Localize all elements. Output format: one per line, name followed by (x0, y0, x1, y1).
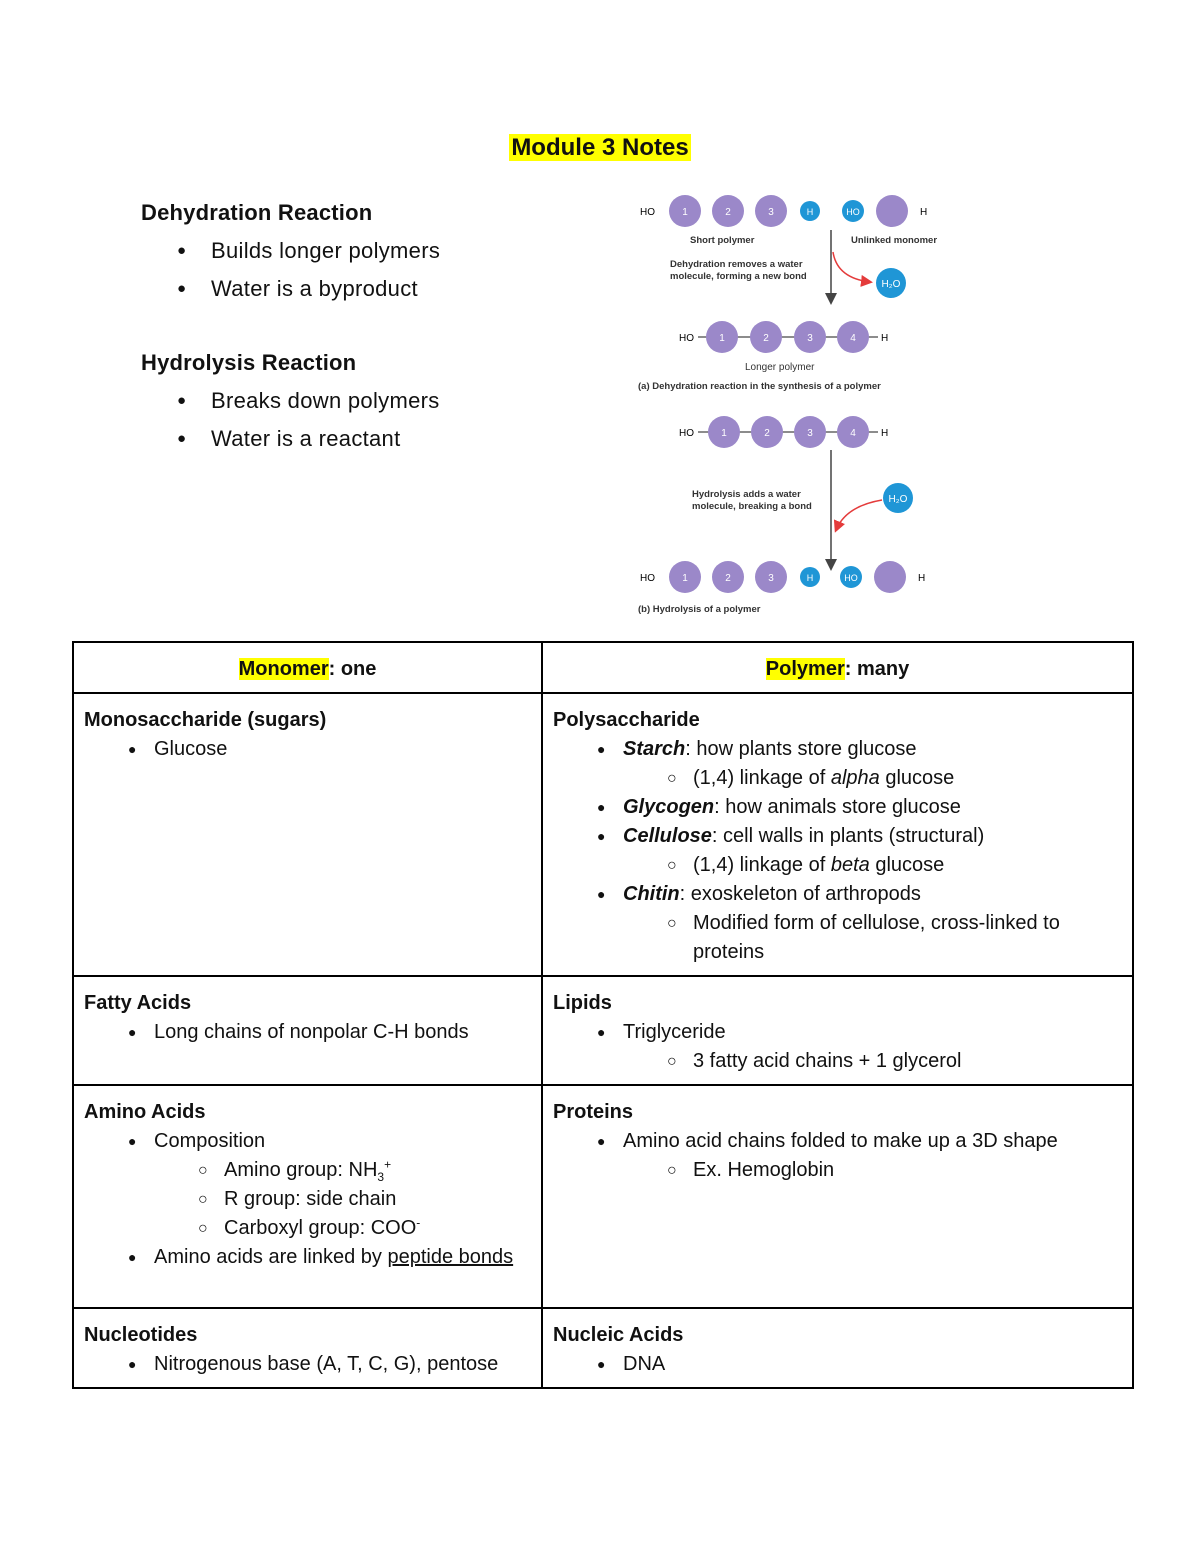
underlined-term: peptide bonds (387, 1246, 514, 1268)
monomer-number: 1 (682, 207, 688, 218)
cell-title: Monosaccharide (sugars) (84, 709, 327, 731)
list-item: ○ Modified form of cellulose, cross-linked to proteins (667, 909, 1122, 967)
term: Starch (623, 738, 686, 760)
monomer-number: 2 (725, 207, 731, 218)
monomer-number: 4 (850, 428, 856, 439)
ho-label: HO (846, 207, 860, 217)
monomer-number: 3 (807, 428, 813, 439)
monomer-number: 2 (764, 428, 770, 439)
list-item: ○ 3 fatty acid chains + 1 glycerol (667, 1047, 1122, 1076)
cell-title: Fatty Acids (84, 992, 192, 1014)
bullet-list (553, 1127, 1122, 1185)
definition: : how plants store glucose (685, 738, 917, 760)
list-item: ● Nitrogenous base (A, T, C, G), pentose (128, 1350, 531, 1379)
ho-label: HO (679, 428, 694, 439)
h-label: H (920, 207, 928, 218)
table-row (73, 693, 1133, 976)
dehydration-heading: Dehydration Reaction (141, 200, 373, 225)
page-title (0, 134, 1200, 162)
cell-title: Lipids (553, 992, 612, 1014)
ho-label: HO (640, 207, 655, 218)
caption-a: (a) Dehydration reaction in the synthesis of a polymer (638, 381, 881, 392)
monomer-number: 1 (719, 333, 725, 344)
text: Amino acid chains folded to make up a 3D shape (623, 1130, 1058, 1152)
monomer-number: 2 (763, 333, 769, 344)
list-item: ● DNA (597, 1350, 1122, 1379)
cell-title: Nucleotides (84, 1324, 198, 1346)
hydrolysis-note: Hydrolysis adds a water (692, 489, 801, 500)
list-item: ● Water is a reactant (177, 420, 561, 458)
bullet-list (84, 1127, 531, 1272)
list-item (597, 1018, 1122, 1076)
term: Cellulose (623, 825, 712, 847)
monomer-term: Monomer (238, 658, 329, 680)
table-cell (542, 1085, 1133, 1308)
list-item: ● Builds longer polymers (177, 232, 561, 270)
water-in-arrow (836, 500, 882, 530)
unlinked-monomer (876, 195, 908, 227)
monomer-number: 3 (807, 333, 813, 344)
text: alpha (830, 767, 880, 789)
list-item (128, 1127, 531, 1243)
water-label: H₂O (881, 279, 901, 290)
table-row (73, 1085, 1133, 1308)
table-cell (73, 693, 542, 976)
text: Carboxyl group: COO (224, 1217, 417, 1239)
cell-title: Proteins (553, 1101, 634, 1123)
list-item: ● Breaks down polymers (177, 382, 561, 420)
sub-list (623, 1047, 1122, 1076)
monomer-number: 1 (682, 573, 688, 584)
table-cell (542, 1308, 1133, 1388)
superscript: + (384, 1157, 392, 1172)
definition: : exoskeleton of arthropods (679, 883, 921, 905)
monomer-number: 4 (850, 333, 856, 344)
ho-label: HO (679, 333, 694, 344)
title-text: Module 3 Notes (511, 134, 689, 161)
list-item (667, 764, 1122, 793)
bullet-list (84, 1350, 531, 1379)
sub-list (623, 851, 1122, 880)
dehydration-list (177, 232, 561, 308)
h-label: H (806, 573, 814, 583)
text: Amino acids are linked by (154, 1246, 388, 1268)
table-cell (542, 693, 1133, 976)
monomer-number: 1 (721, 428, 727, 439)
superscript: - (416, 1215, 421, 1230)
list-item (597, 793, 1122, 822)
monomer-desc: : one (328, 658, 377, 680)
polymer-reaction-diagram (632, 190, 952, 630)
list-item (198, 1156, 531, 1185)
separated-monomer (874, 561, 906, 593)
definition: : how animals store glucose (714, 796, 961, 818)
table-row (73, 1308, 1133, 1388)
bullet-list (553, 1350, 1122, 1379)
cell-title: Nucleic Acids (553, 1324, 684, 1346)
h-label: H (881, 428, 889, 439)
reactions-section (141, 200, 561, 500)
text: (1,4) linkage of (693, 767, 831, 789)
list-item: ● Long chains of nonpolar C-H bonds (128, 1018, 531, 1047)
term: Chitin (623, 883, 680, 905)
definition: : cell walls in plants (structural) (711, 825, 985, 847)
list-item (597, 1127, 1122, 1185)
list-item: ○ Ex. Hemoglobin (667, 1156, 1122, 1185)
h-label: H (806, 207, 814, 217)
cell-title: Amino Acids (84, 1101, 206, 1123)
bullet-list (84, 735, 531, 764)
bullet-list (553, 1018, 1122, 1076)
h-label: H (918, 573, 926, 584)
text: Triglyceride (623, 1021, 726, 1043)
sub-list (623, 764, 1122, 793)
list-item: ● Water is a byproduct (177, 270, 561, 308)
table-cell (73, 1085, 542, 1308)
diagram-svg (632, 190, 952, 630)
polymer-desc: : many (844, 658, 910, 680)
dehydration-note: Dehydration removes a water (670, 259, 803, 270)
text: (1,4) linkage of (693, 854, 831, 876)
list-item: ● Glucose (128, 735, 531, 764)
short-polymer-label: Short polymer (690, 235, 755, 246)
subscript: 3 (377, 1170, 385, 1184)
caption-b: (b) Hydrolysis of a polymer (638, 604, 761, 615)
water-label: H₂O (888, 494, 908, 505)
term: Glycogen (623, 796, 715, 818)
table-cell (542, 976, 1133, 1085)
ho-label: HO (844, 573, 858, 583)
list-item (597, 735, 1122, 793)
list-item (198, 1214, 531, 1243)
monomer-number: 3 (768, 207, 774, 218)
polymer-header (542, 642, 1133, 693)
sub-list (154, 1156, 531, 1243)
unlinked-monomer-label: Unlinked monomer (851, 235, 938, 246)
bullet-list (553, 735, 1122, 967)
hydrolysis-list (177, 382, 561, 458)
table-header-row (73, 642, 1133, 693)
table-cell (73, 1308, 542, 1388)
list-item (597, 880, 1122, 967)
water-out-arrow (833, 252, 870, 282)
dehydration-note: molecule, forming a new bond (670, 271, 807, 282)
h-label: H (881, 333, 889, 344)
table-cell (73, 976, 542, 1085)
table-row (73, 976, 1133, 1085)
text: Amino group: NH (224, 1159, 378, 1181)
text: beta (830, 854, 870, 876)
list-item: ○ R group: side chain (198, 1185, 531, 1214)
polymer-term: Polymer (765, 658, 845, 680)
list-item (128, 1243, 531, 1272)
sub-list (623, 1156, 1122, 1185)
text: glucose (879, 767, 955, 789)
monomer-number: 3 (768, 573, 774, 584)
list-item (667, 851, 1122, 880)
monomer-number: 2 (725, 573, 731, 584)
monomer-polymer-table (72, 641, 1134, 1389)
text: Composition (154, 1130, 266, 1152)
hydrolysis-note: molecule, breaking a bond (692, 501, 812, 512)
hydrolysis-heading: Hydrolysis Reaction (141, 350, 357, 375)
cell-title: Polysaccharide (553, 709, 700, 731)
text: glucose (869, 854, 945, 876)
monomer-header (73, 642, 542, 693)
bullet-list (84, 1018, 531, 1047)
sub-list (623, 909, 1122, 967)
list-item (597, 822, 1122, 880)
ho-label: HO (640, 573, 655, 584)
longer-polymer-label: Longer polymer (745, 362, 815, 373)
